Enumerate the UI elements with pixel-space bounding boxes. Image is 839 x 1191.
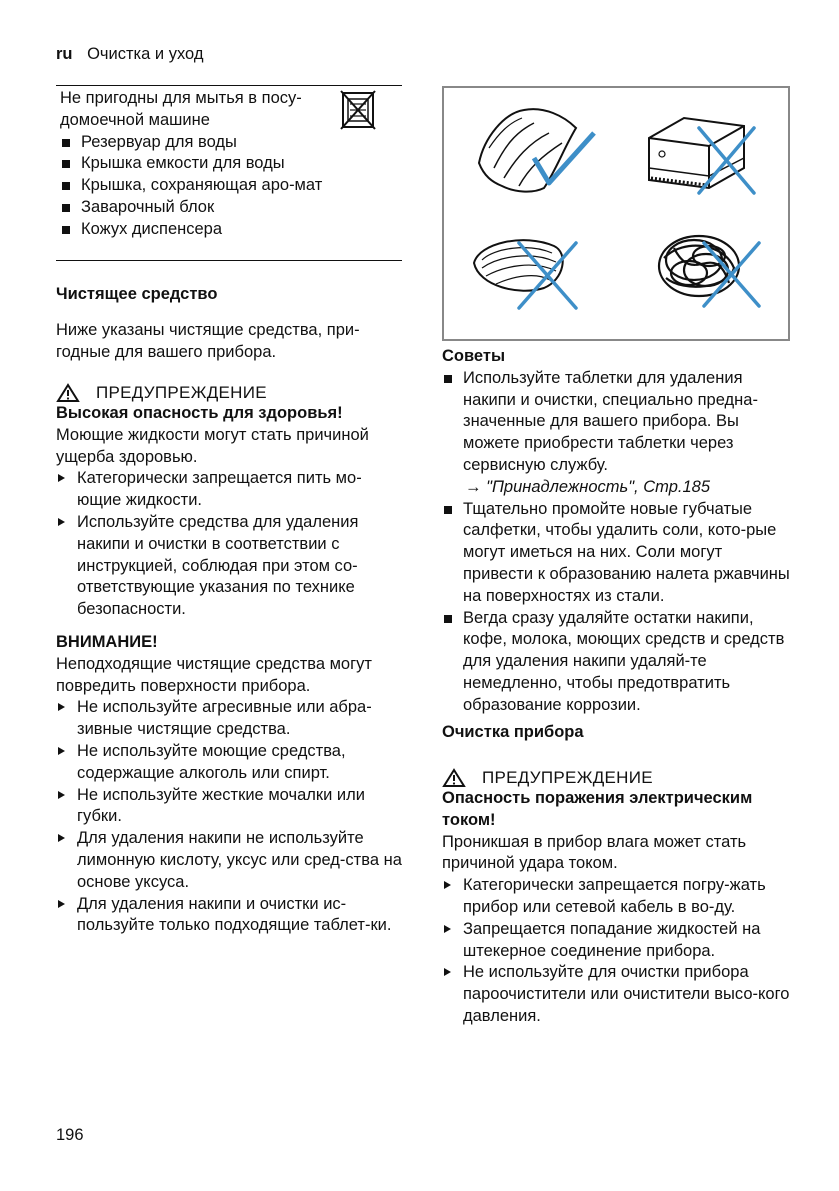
warning-text: Проникшая в прибор влага может стать причиной удара током. — [442, 832, 747, 873]
not-dishwasher-intro: Не пригодны для мытья в посу-домоечной машине — [60, 89, 302, 129]
warning-title: ПРЕДУПРЕЖДЕНИЕ — [96, 383, 267, 402]
accessories-link[interactable]: → "Принадлежность", Стр.185 — [465, 477, 710, 496]
sponge-icon — [649, 118, 744, 188]
warning-block-health — [56, 383, 406, 621]
list-item: Крышка емкости для воды — [60, 153, 390, 175]
lang-code: ru — [56, 45, 73, 63]
list-item: Запрещается попадание жидкостей на штекерное соединение прибора. — [442, 919, 790, 963]
attention-title: ВНИМАНИЕ! — [56, 633, 158, 651]
warning-list — [56, 468, 406, 621]
list-item: Тщательно промойте новые губчатые салфетки, чтобы удалить соли, кото-рые могут иметься на них. Соли могут привести к образованию налета ржавчины на поверхностях из стали. — [442, 499, 792, 608]
cleaning-agent-text: Ниже указаны чистящие средства, при-годные для вашего прибора. — [56, 321, 360, 361]
attention-text: Неподходящие чистящие средства могут повредить поверхности прибора. — [56, 654, 372, 695]
warning-triangle-icon — [442, 768, 466, 788]
list-item: Не используйте для очистки прибора пароочистители или очистители высо-кого давления. — [442, 962, 790, 1027]
page-header — [56, 45, 203, 64]
warning-subtitle: Опасность поражения электрическим током! — [442, 789, 753, 829]
list-item: Не используйте моющие средства, содержащие алкоголь или спирт. — [56, 741, 406, 785]
tips-heading: Советы — [442, 347, 506, 365]
warning-header — [442, 768, 790, 788]
list-item: Не используйте агресивные или абра-зивные чистящие средства. — [56, 697, 406, 741]
section-title: Очистка и уход — [87, 45, 204, 63]
rule-top — [56, 85, 402, 86]
list-item: Резервуар для воды — [60, 132, 390, 154]
tips-list — [442, 368, 792, 717]
no-dishwasher-icon — [340, 90, 376, 130]
warning-list — [442, 875, 790, 1028]
list-item: Используйте средства для удаления накипи и очистки в соответствии с инструкцией, соблюдая при этом со-ответствующие указания по технике безопасности. — [56, 512, 377, 621]
tip-text: Используйте таблетки для удаления накипи и очистки, специально предна-значенные для вашего прибора. Вы можете приобрести таблетки через сервисную службу. — [463, 368, 758, 474]
steel-wool-pad-icon — [474, 240, 563, 291]
page-number: 196 — [56, 1126, 84, 1144]
tips-block — [442, 346, 792, 717]
attention-list — [56, 697, 406, 937]
cleaning-agent-heading: Чистящее средство — [56, 285, 218, 303]
warning-title: ПРЕДУПРЕЖДЕНИЕ — [482, 768, 653, 787]
list-item: Для удаления накипи не используйте лимонную кислоту, уксус или сред-ства на основе уксуса. — [56, 828, 406, 893]
warning-triangle-icon — [56, 383, 80, 403]
warning-block-electric — [442, 768, 790, 1028]
list-item: Заварочный блок — [60, 197, 390, 219]
list-item: Не используйте жесткие мочалки или губки. — [56, 785, 406, 829]
not-dishwasher-list — [60, 132, 390, 241]
list-item: Крышка, сохраняющая аро-мат — [60, 175, 326, 197]
list-item: Кожух диспенсера — [60, 219, 390, 241]
list-item: Категорически запрещается пить мо-ющие жидкости. — [56, 468, 406, 512]
warning-header — [56, 383, 406, 403]
list-item — [442, 368, 792, 499]
warning-subtitle: Высокая опасность для здоровья! — [56, 404, 343, 422]
list-item: Для удаления накипи и очистки ис-пользуйте только подходящие таблет-ки. — [56, 894, 406, 938]
warning-text: Моющие жидкости могут стать причиной ущерба здоровью. — [56, 425, 369, 466]
list-item: Категорически запрещается погру-жать прибор или сетевой кабель в во-ду. — [442, 875, 790, 919]
cleaning-materials-illustration — [442, 86, 790, 341]
rule-bottom — [56, 260, 402, 261]
illustration-svg — [444, 88, 788, 339]
device-cleaning-heading: Очистка прибора — [442, 723, 584, 741]
scourer-icon — [659, 236, 739, 296]
list-item: Вегда сразу удаляйте остатки накипи, кофе, молока, моющих средств и средств для удаления накипи удаляй-те немедленно, чтобы предотвратить образование коррозии. — [442, 608, 792, 717]
cloth-icon — [479, 109, 576, 192]
attention-block — [56, 632, 406, 937]
